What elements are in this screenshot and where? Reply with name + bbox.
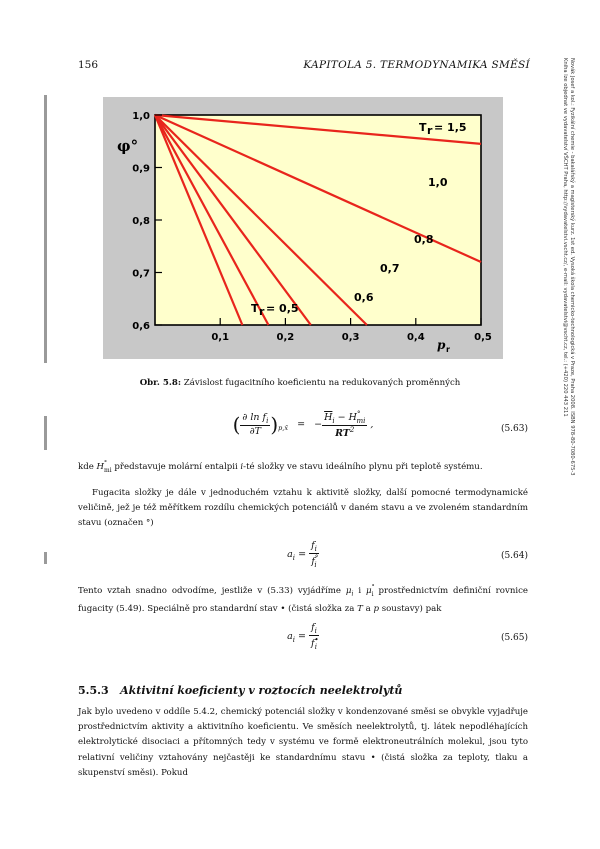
equation-number: (5.64) <box>500 551 528 561</box>
section-title: Aktivitní koeficienty v roztocích neelektrolytů <box>120 684 403 697</box>
equation-5-64: $a_i$ = $\frac{f_i}{f^\circ_i}$ (5.64) <box>287 540 528 569</box>
plot-area <box>155 115 481 325</box>
caption-text: Závislost fugacitního koeficientu na redukovaných proměnných <box>181 378 461 388</box>
paragraph-3: Tento vztah snadno odvodíme, jestliže v (5.33) vyjádříme $\mu_i$ i $\mu^\circ_i$ prostřednictvím definiční rovnice fugacity (5.49). Speciálně pro standardní stav • (čistá složka za T a p soustavy) pak <box>78 584 528 614</box>
y-tick-label: 0,8 <box>132 216 150 227</box>
tr-symbol: T <box>251 302 259 315</box>
equation-number: (5.65) <box>500 633 528 643</box>
x-axis-label: p <box>437 338 446 352</box>
caption-label: Obr. 5.8: <box>139 378 182 388</box>
y-tick-label: 1,0 <box>132 111 150 122</box>
x-axis-label-sub: r <box>446 345 450 354</box>
y-tick-label: 0,9 <box>132 163 150 175</box>
margin-bar <box>44 416 47 450</box>
text-span: (čistá složka za <box>285 603 358 614</box>
tr-sub: r <box>427 124 433 137</box>
text-span: soustavy) pak <box>378 603 442 614</box>
x-tick-label: 0,1 <box>211 332 230 343</box>
margin-bar <box>44 95 47 363</box>
paragraph-4: Jak bylo uvedeno v oddíle 5.4.2, chemický potenciál složky v kondenzované směsi se obvykle vyjadřuje prostřednictvím aktivity a aktivitního koeficientu. Ve směsích neelektrolytů, tj. látek nepodléhajících elektrolytické disociaci a přítomných tedy v systému ve formě elektroneutrálních molekul, jsou tyto relativní veličiny vztahovány nejčastěji ke standardnímu stavu • (čistá složka za teploty, tlaku a skupenství směsi). Pokud <box>78 707 528 778</box>
figure-caption <box>0 378 600 388</box>
text-span: kde <box>78 461 97 472</box>
tr-symbol: T <box>419 121 427 134</box>
x-tick-label: 0,2 <box>276 332 295 343</box>
paragraph-1: kde $H^\circ_{mi}$ představuje molární entalpii i-té složky ve stavu ideálního plynu při teplotě systému. <box>78 460 483 474</box>
side-note <box>555 58 575 818</box>
chapter-title: KAPITOLA 5. TERMODYNAMIKA SMĚSÍ <box>303 59 530 71</box>
annotation-0-6: 0,6 <box>354 291 374 304</box>
side-note-line: Kniha lze objednat ve vydavatelství VŠCHT Praha, http://vydavatelstvi.vscht.cz/, e-mail: vydavatelstvi@vscht.cz, tel.: (+420) 220 443 211 <box>562 58 569 417</box>
x-tick-label: 0,5 <box>474 332 492 343</box>
annotation-0-8: 0,8 <box>414 233 434 246</box>
paragraph-2 <box>78 486 528 532</box>
fugacity-chart <box>103 97 503 359</box>
text-span: představuje molární entalpii <box>111 461 241 472</box>
text-span: Tento vztah snadno odvodíme, jestliže v (5.33) vyjádříme <box>78 585 346 596</box>
section-number: 5.5.3 <box>78 684 109 697</box>
tr-sub: r <box>259 305 265 318</box>
x-tick-label: 0,4 <box>406 332 425 343</box>
equation-number: (5.63) <box>500 424 528 434</box>
section-heading <box>78 684 402 697</box>
y-tick-label: 0,6 <box>132 321 150 332</box>
page-number: 156 <box>78 59 99 71</box>
annotation-tr-1-5: = 1,5 <box>434 121 467 134</box>
chart-svg <box>103 97 503 359</box>
annotation-1-0: 1,0 <box>428 176 448 189</box>
text-span: a <box>362 603 374 614</box>
equation-5-65: $a_i$ = $\frac{f_i}{f^•_i}$ (5.65) <box>287 622 528 651</box>
y-axis-label: φ° <box>117 137 139 155</box>
annotation-tr-0-5: = 0,5 <box>266 302 299 315</box>
text-span: Fugacita složky je dále v jednoduchém vztahu k aktivitě složky, další pomocné termodynamické veličině, jež je též měřítkem rozdílu chemických potenciálů v daném stavu a ve zvoleném standardním stavu (označen °) <box>78 488 528 529</box>
text-span: -té složky ve stavu ideálního plynu při teplotě systému. <box>243 461 483 472</box>
y-tick-label: 0,7 <box>132 268 150 280</box>
side-note-line: Novák Josef a kol.: Fyzikální chemie - bakalářský a magisterský kurz. 1st ed. Vysoká škola chemicko-technologická v Praze, Praha 2008. ISBN 978-80-7080-675-3 <box>569 58 575 476</box>
x-tick-label: 0,3 <box>341 332 360 343</box>
equation-5-63: ( $\frac{\partial \ln f_i}{\partial T}$ )$_{p,x̄}$ = − $\frac{\overline{H}_i - H^\circ_{mi}}{RT^2}$ , (5.63) <box>232 410 528 440</box>
margin-bar <box>44 552 47 564</box>
text-span: prostřednictvím definiční rovnice fugacity (5.49). Speciálně pro standardní stav <box>78 585 528 614</box>
annotation-0-7: 0,7 <box>380 262 400 275</box>
